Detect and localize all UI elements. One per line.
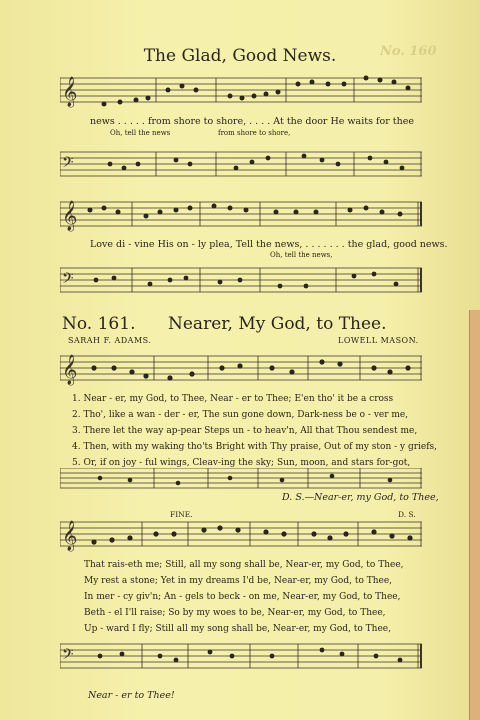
staff-treble-2 [60, 198, 422, 231]
hymn2-author: SARAH F. ADAMS. [68, 336, 152, 345]
closing-lyric: Near - er to Thee! [88, 690, 175, 701]
hymn1-line2-echo: Oh, tell the news, [270, 251, 333, 259]
hymn2-title: Nearer, My God, to Thee. [168, 314, 387, 334]
hymn1-line2-lyric: Love di - vine His on - ly plea, Tell the news, . . . . . . . the glad, good news. [90, 239, 448, 250]
verse-b-3: In mer - cy giv'n; An - gels to beck - on me, Near-er, my God, to Thee, [84, 592, 401, 602]
verse-b-5: Up - ward I fly; Still all my song shall be, Near-er, my God, to Thee, [84, 624, 391, 634]
verse-b-1: That rais-eth me; Still, all my song shall be, Near-er, my God, to Thee, [84, 560, 404, 570]
svg-text:𝄞: 𝄞 [62, 201, 78, 231]
staff-treble-3 [60, 352, 422, 385]
verse-a-4: 4. Then, with my waking tho'ts Bright with Thy praise, Out of my ston - y griefs, [72, 442, 438, 452]
svg-text:𝄞: 𝄞 [62, 77, 78, 107]
staff-treble-4 [60, 518, 422, 551]
hymn1-line1-echo-b: from shore to shore, [218, 129, 291, 137]
svg-text:𝄢: 𝄢 [62, 646, 74, 667]
verse-a-2: 2. Tho', like a wan - der - er, The sun gone down, Dark-ness be o - ver me, [72, 410, 409, 420]
fine-mark: FINE. [170, 510, 193, 519]
staff-bass-4 [60, 640, 422, 667]
page-number-show-through: No. 160 [380, 44, 437, 59]
svg-text:𝄢: 𝄢 [62, 154, 74, 175]
ds-instruction: D. S.—Near-er, my God, to Thee, [282, 492, 439, 503]
ds-mark: D. S. [398, 510, 416, 519]
verse-a-5: 5. Or, if on joy - ful wings, Cleav-ing the sky; Sun, moon, and stars for-got, [72, 458, 411, 468]
verse-b-2: My rest a stone; Yet in my dreams I'd be, Near-er, my God, to Thee, [84, 576, 393, 586]
staff-bass-2 [60, 264, 422, 291]
hymn1-title: The Glad, Good News. [143, 46, 337, 66]
verse-a-3: 3. There let the way ap-pear Steps un - to heav'n, All that Thou sendest me, [72, 426, 418, 436]
svg-text:𝄞: 𝄞 [62, 521, 78, 551]
verse-a-1: 1. Near - er, my God, to Thee, Near - er to Thee; E'en tho' it be a cross [72, 394, 394, 404]
page-edge [469, 310, 480, 720]
hymn-number: No. 161. [62, 314, 136, 334]
staff-bass-1 [60, 148, 422, 175]
staff-bass-3 [60, 468, 422, 488]
staff-treble-1 [60, 74, 422, 107]
hymn2-composer: LOWELL MASON. [338, 336, 419, 345]
hymn1-line1-lyric: news . . . . . from shore to shore, . . . . At the door He waits for thee [90, 116, 414, 127]
svg-text:𝄞: 𝄞 [62, 355, 78, 385]
hymn1-line1-echo-a: Oh, tell the news [110, 129, 171, 137]
verse-b-4: Beth - el I'll raise; So by my woes to be, Near-er, my God, to Thee, [84, 608, 386, 618]
svg-text:𝄢: 𝄢 [62, 270, 74, 291]
